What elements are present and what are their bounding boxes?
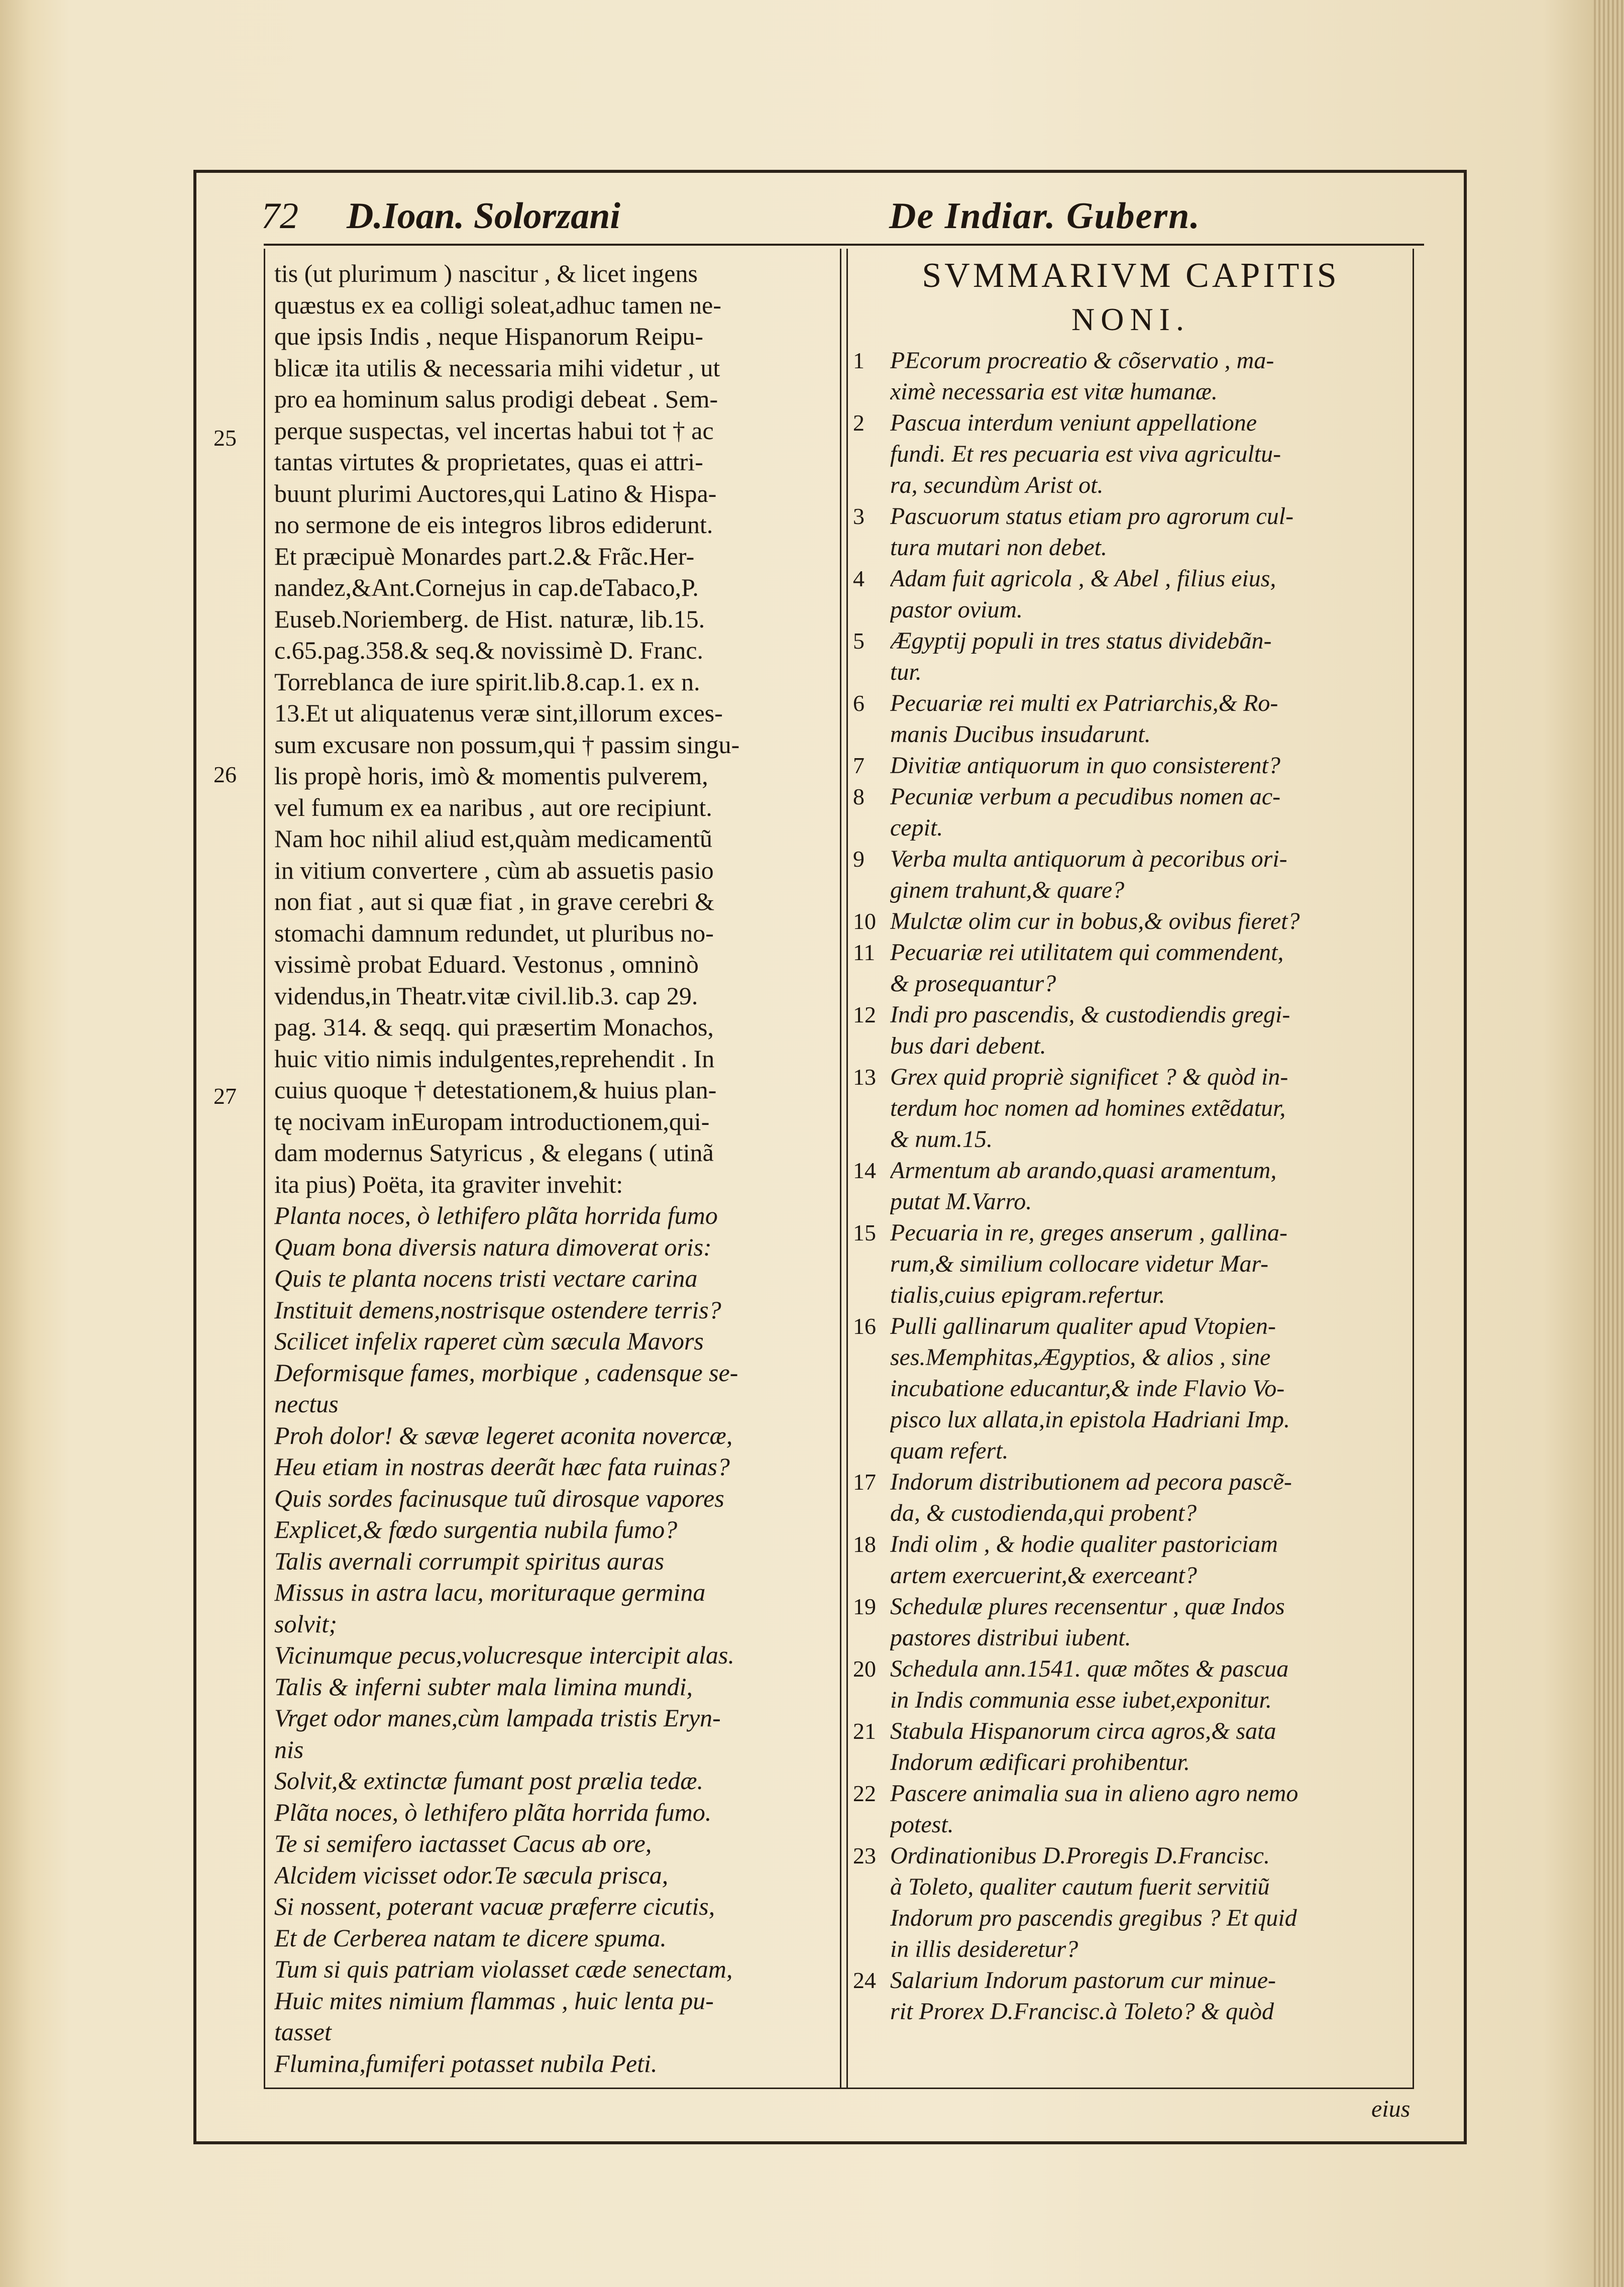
summary-subtitle: NONI. xyxy=(1071,301,1190,337)
prose-line: stomachi damnum redundet, ut pluribus no- xyxy=(274,918,714,947)
summary-line: Pascuorum status etiam pro agrorum cul- xyxy=(890,503,1294,530)
summary-line: Pecuaria in re, greges anserum , gallina- xyxy=(890,1219,1287,1246)
prose-line: c.65.pag.358.& seq.& novissimè D. Franc. xyxy=(274,636,704,664)
verse-line: Deformisque fames, morbique , cadensque se- xyxy=(274,1358,738,1387)
summary-item-text xyxy=(890,407,1409,501)
header-rule xyxy=(264,244,1424,246)
summary-item-number: 1 xyxy=(853,348,864,373)
summary-item-text xyxy=(890,1653,1409,1716)
prose-line: cuius quoque † detestationem,& huius plan- xyxy=(274,1076,717,1104)
summary-item-number: 4 xyxy=(853,566,864,591)
summary-item-text xyxy=(890,345,1409,407)
summary-item-number: 14 xyxy=(853,1158,876,1183)
summary-item-number: 8 xyxy=(853,784,864,809)
prose-line: tantas virtutes & proprietates, quas ei attri- xyxy=(274,448,703,476)
summary-item xyxy=(853,781,1409,844)
summary-line: Pecuariæ rei multi ex Patriarchis,& Ro- xyxy=(890,690,1278,716)
running-header xyxy=(261,188,1442,244)
prose-line: buunt plurimi Auctores,qui Latino & Hispa- xyxy=(274,479,717,507)
verse-line: Quis te planta nocens tristi vectare carina xyxy=(274,1264,698,1292)
summary-item-text xyxy=(890,906,1409,937)
margin-number: 26 xyxy=(213,762,237,787)
verse-line: nis xyxy=(274,1735,304,1763)
prose-line: perque suspectas, vel incertas habui tot † ac xyxy=(274,416,714,445)
summary-line: cepit. xyxy=(890,814,943,841)
verse-line: Huic mites nimium flammas , huic lenta pu- xyxy=(274,1986,714,2015)
summary-line: Pascere animalia sua in alieno agro nemo xyxy=(890,1780,1298,1807)
verse-line: Flumina,fumiferi potasset nubila Peti. xyxy=(274,2049,658,2077)
summary-line: & num.15. xyxy=(890,1126,993,1153)
summary-line: Indi olim , & hodie qualiter pastoriciam xyxy=(890,1531,1278,1557)
summary-item xyxy=(853,1529,1409,1591)
summary-line: tialis,cuius epigram.refertur. xyxy=(890,1282,1165,1308)
summary-line: Grex quid propriè significet ? & quòd in- xyxy=(890,1064,1288,1090)
verse-line: Explicet,& fœdo surgentia nubila fumo? xyxy=(274,1515,678,1543)
summary-item-text xyxy=(890,688,1409,750)
summary-item-text xyxy=(890,750,1409,781)
summary-item xyxy=(853,626,1409,688)
summary-item-number: 12 xyxy=(853,1002,876,1027)
summary-line: da, & custodienda,qui probent? xyxy=(890,1500,1197,1526)
summary-item-text xyxy=(890,999,1409,1062)
summary-item-text xyxy=(890,1217,1409,1311)
summary-item-text xyxy=(890,1062,1409,1155)
page-number: 72 xyxy=(261,195,298,237)
summary-line: ra, secundùm Arist ot. xyxy=(890,472,1104,498)
summary-item-number: 9 xyxy=(853,846,864,872)
summary-item xyxy=(853,1311,1409,1467)
summary-line: pastores distribui iubent. xyxy=(890,1624,1131,1651)
summary-item xyxy=(853,1591,1409,1653)
verse-line: solvit; xyxy=(274,1609,337,1638)
summary-item xyxy=(853,844,1409,906)
verse-line: Talis & inferni subter mala limina mundi, xyxy=(274,1672,693,1701)
verse-line: Vrget odor manes,cùm lampada tristis Eryn- xyxy=(274,1704,721,1732)
summary-item-number: 16 xyxy=(853,1313,876,1339)
summary-item xyxy=(853,1062,1409,1155)
summary-item-number: 22 xyxy=(853,1781,876,1806)
prose-line: in vitium convertere , cùm ab assuetis pasio xyxy=(274,856,714,884)
summary-item xyxy=(853,906,1409,937)
summary-item xyxy=(853,407,1409,501)
summary-item xyxy=(853,688,1409,750)
summary-item-number: 19 xyxy=(853,1594,876,1619)
summary-line: Ordinationibus D.Proregis D.Francisc. xyxy=(890,1842,1270,1869)
summary-line: potest. xyxy=(890,1811,954,1838)
summary-line: manis Ducibus insudarunt. xyxy=(890,721,1151,748)
summary-line: Armentum ab arando,quasi aramentum, xyxy=(890,1157,1277,1184)
summary-line: pisco lux allata,in epistola Hadriani Imp. xyxy=(890,1406,1290,1433)
prose-line: non fiat , aut si quæ fiat , in grave cerebri & xyxy=(274,887,715,915)
summary-line: rit Prorex D.Francisc.à Toleto? & quòd xyxy=(890,1998,1274,2025)
verse-line: Vicinumque pecus,volucresque intercipit alas. xyxy=(274,1641,734,1669)
summary-line: Verba multa antiquorum à pecoribus ori- xyxy=(890,846,1287,872)
summary-line: Schedulæ plures recensentur , quæ Indos xyxy=(890,1593,1285,1620)
prose-line: que ipsis Indis , neque Hispanorum Reipu- xyxy=(274,322,704,350)
summary-line: Indorum pro pascendis gregibus ? Et quid xyxy=(890,1905,1297,1931)
summary-item-text xyxy=(890,1467,1409,1529)
catchword: eius xyxy=(1371,2096,1411,2122)
summary-item-text xyxy=(890,501,1409,563)
verse-line: Missus in astra lacu, morituraque germina xyxy=(274,1578,706,1606)
prose-line: tis (ut plurimum ) nascitur , & licet ingens xyxy=(274,259,698,287)
summary-item xyxy=(853,1467,1409,1529)
verse-line: Quam bona diversis natura dimoverat oris: xyxy=(274,1232,712,1261)
summary-line: in illis desideretur? xyxy=(890,1936,1078,1962)
verse-line: Te si semifero iactasset Cacus ab ore, xyxy=(274,1829,652,1857)
summary-line: Divitiæ antiquorum in quo consisterent? xyxy=(890,752,1280,779)
summary-item-number: 5 xyxy=(853,628,864,654)
summary-item-text xyxy=(890,937,1409,999)
summary-item-number: 2 xyxy=(853,410,864,436)
summary-line: Stabula Hispanorum circa agros,& sata xyxy=(890,1718,1276,1744)
summary-line: à Toleto, qualiter cautum fuerit servitiũ xyxy=(890,1874,1270,1900)
summary-item-number: 24 xyxy=(853,1967,876,1993)
summary-item-text xyxy=(890,1311,1409,1467)
summary-line: ximè necessaria est vitæ humanæ. xyxy=(890,378,1218,405)
verse-line: Quis sordes facinusque tuũ dirosque vapores xyxy=(274,1484,724,1512)
prose-line: nandez,&Ant.Cornejus in cap.deTabaco,P. xyxy=(274,573,699,601)
verse-line: Proh dolor! & sævæ legeret aconita novercæ, xyxy=(274,1421,733,1449)
verse-line: Planta noces, ò lethifero plãta horrida fumo xyxy=(274,1201,718,1229)
summary-line: Indorum ædificari prohibentur. xyxy=(890,1749,1190,1776)
summary-line: in Indis communia esse iubet,exponitur. xyxy=(890,1687,1272,1713)
summary-line: & prosequantur? xyxy=(890,970,1056,997)
left-column xyxy=(264,249,841,2088)
verse-line: Tum si quis patriam violasset cæde senectam, xyxy=(274,1955,733,1983)
prose-line: sum excusare non possum,qui † passim singu- xyxy=(274,730,740,759)
summary-line: Schedula ann.1541. quæ mõtes & pascua xyxy=(890,1655,1289,1682)
summary-item-text xyxy=(890,563,1409,626)
summary-line: tur. xyxy=(890,659,922,685)
verse-line: Heu etiam in nostras deerãt hæc fata ruinas? xyxy=(274,1452,730,1481)
summary-line: Pecuniæ verbum a pecudibus nomen ac- xyxy=(890,783,1281,810)
summary-line: PEcorum procreatio & cõservatio , ma- xyxy=(890,347,1274,374)
prose-line: Torreblanca de iure spirit.lib.8.cap.1. ex n. xyxy=(274,667,700,696)
summary-item-text xyxy=(890,1965,1409,2027)
summary-line: pastor ovium. xyxy=(890,596,1023,623)
summary-item-text xyxy=(890,1716,1409,1778)
summary-line: incubatione educantur,& inde Flavio Vo- xyxy=(890,1375,1285,1402)
summary-line: Salarium Indorum pastorum cur minue- xyxy=(890,1967,1276,1994)
summary-item xyxy=(853,937,1409,999)
summary-line: rum,& similium collocare videtur Mar- xyxy=(890,1251,1269,1277)
verse-line: Solvit,& extinctæ fumant post prælia tedæ. xyxy=(274,1766,704,1795)
summary-item-number: 11 xyxy=(853,940,876,965)
summary-item xyxy=(853,1840,1409,1965)
summary-item xyxy=(853,1965,1409,2027)
verse-line: Instituit demens,nostrisque ostendere terris? xyxy=(274,1295,721,1324)
summary-line: fundi. Et res pecuaria est viva agricultu- xyxy=(890,441,1281,467)
summary-item xyxy=(853,1778,1409,1840)
summary-line: Indi pro pascendis, & custodiendis gregi- xyxy=(890,1001,1290,1028)
summary-list xyxy=(853,345,1409,2027)
verse-line: Plãta noces, ò lethifero plãta horrida fumo. xyxy=(274,1798,712,1826)
summary-line: bus dari debent. xyxy=(890,1032,1046,1059)
summary-item-text xyxy=(890,1529,1409,1591)
prose-line: dam modernus Satyricus , & elegans ( utinã xyxy=(274,1138,714,1167)
summary-item xyxy=(853,1716,1409,1778)
summary-line: terdum hoc nomen ad homines extẽdatur, xyxy=(890,1095,1286,1121)
summary-line: Adam fuit agricola , & Abel , filius eius, xyxy=(890,565,1276,592)
summary-item-number: 20 xyxy=(853,1656,876,1682)
bottom-rule xyxy=(264,2088,1414,2089)
running-author: D.Ioan. Solorzani xyxy=(347,195,620,237)
summary-item-number: 15 xyxy=(853,1220,876,1245)
prose-line: pro ea hominum salus prodigi debeat . Sem- xyxy=(274,385,718,413)
prose-line: vel fumum ex ea naribus , aut ore recipiunt. xyxy=(274,793,712,821)
summary-item-text xyxy=(890,1778,1409,1840)
prose-line: ita pius) Poëta, ita graviter invehit: xyxy=(274,1170,623,1198)
summary-item-text xyxy=(890,626,1409,688)
prose-line: lis propè horis, imò & momentis pulverem, xyxy=(274,762,708,790)
summary-item-number: 17 xyxy=(853,1469,876,1495)
summary-line: Pecuariæ rei utilitatem qui commendent, xyxy=(890,939,1284,966)
summary-item-number: 3 xyxy=(853,503,864,529)
margin-number: 25 xyxy=(213,425,237,451)
prose-line: Nam hoc nihil aliud est,quàm medicamentũ xyxy=(274,824,712,853)
summary-item xyxy=(853,501,1409,563)
summary-line: Indorum distributionem ad pecora pascẽ- xyxy=(890,1469,1292,1495)
prose-line: Et præcipuè Monardes part.2.& Frãc.Her- xyxy=(274,542,695,570)
summary-item xyxy=(853,750,1409,781)
summary-item-text xyxy=(890,1840,1409,1965)
prose-line: no sermone de eis integros libros ediderunt. xyxy=(274,510,713,539)
summary-item-number: 21 xyxy=(853,1718,876,1744)
verse-line: Si nossent, poterant vacuæ præferre cicutis, xyxy=(274,1892,715,1920)
verse-line: nectus xyxy=(274,1390,339,1418)
summary-item-number: 23 xyxy=(853,1843,876,1868)
verse-line: Talis avernali corrumpit spiritus auras xyxy=(274,1546,665,1575)
summary-item-text xyxy=(890,781,1409,844)
prose-line: pag. 314. & seqq. qui præsertim Monachos, xyxy=(274,1013,714,1041)
summary-line: quam refert. xyxy=(890,1437,1009,1464)
summary-item xyxy=(853,345,1409,407)
verse-line: Et de Cerberea natam te dicere spuma. xyxy=(274,1923,667,1952)
running-title: De Indiar. Gubern. xyxy=(889,195,1201,237)
summary-line: Ægyptij populi in tres status dividebãn- xyxy=(890,628,1272,654)
summary-line: ginem trahunt,& quare? xyxy=(890,877,1125,903)
verse-line: tasset xyxy=(274,2018,332,2046)
margin-number: 27 xyxy=(213,1083,237,1109)
prose-block xyxy=(274,258,833,1200)
summary-item-text xyxy=(890,1591,1409,1653)
page-edge xyxy=(1594,0,1624,2287)
summary-line: putat M.Varro. xyxy=(890,1188,1032,1215)
prose-line: tę nocivam inEuropam introductionem,qui- xyxy=(274,1107,710,1135)
summary-item xyxy=(853,563,1409,626)
summary-item-text xyxy=(890,1155,1409,1217)
prose-line: quæstus ex ea colligi soleat,adhuc tamen ne- xyxy=(274,290,722,319)
summary-item-number: 10 xyxy=(853,908,876,934)
summary-line: Pascua interdum veniunt appellatione xyxy=(890,409,1257,436)
summary-item xyxy=(853,1653,1409,1716)
summary-line: Mulctæ olim cur in bobus,& ovibus fieret? xyxy=(890,908,1300,934)
summary-item-number: 6 xyxy=(853,690,864,716)
summary-item-number: 18 xyxy=(853,1531,876,1557)
verse-block xyxy=(274,1200,833,2079)
summary-line: artem exercuerint,& exerceant? xyxy=(890,1562,1197,1589)
prose-line: videndus,in Theatr.vitæ civil.lib.3. cap 29. xyxy=(274,981,698,1010)
summary-item-text xyxy=(890,844,1409,906)
prose-line: blicæ ita utilis & necessaria mihi videtur , ut xyxy=(274,353,720,382)
summary-item xyxy=(853,999,1409,1062)
summary-item-number: 7 xyxy=(853,753,864,778)
summary-item xyxy=(853,1155,1409,1217)
summary-line: Pulli gallinarum qualiter apud Vtopien- xyxy=(890,1313,1276,1339)
summary-line: ses.Memphitas,Ægyptios, & alios , sine xyxy=(890,1344,1271,1371)
prose-line: Euseb.Noriemberg. de Hist. naturæ, lib.15. xyxy=(274,604,705,633)
summary-title: SVMMARIVM CAPITIS xyxy=(922,256,1340,295)
prose-line: huic vitio nimis indulgentes,reprehendit . In xyxy=(274,1044,715,1073)
summary-line: tura mutari non debet. xyxy=(890,534,1107,561)
summary-item-number: 13 xyxy=(853,1064,876,1090)
verse-line: Alcidem vicisset odor.Te sæcula prisca, xyxy=(274,1860,669,1889)
verse-line: Scilicet infelix raperet cùm sæcula Mavors xyxy=(274,1327,704,1355)
prose-line: vissimè probat Eduard. Vestonus , omninò xyxy=(274,950,699,978)
prose-line: 13.Et ut aliquatenus veræ sint,illorum exces- xyxy=(274,699,723,727)
summary-column xyxy=(846,249,1414,2088)
summary-item xyxy=(853,1217,1409,1311)
